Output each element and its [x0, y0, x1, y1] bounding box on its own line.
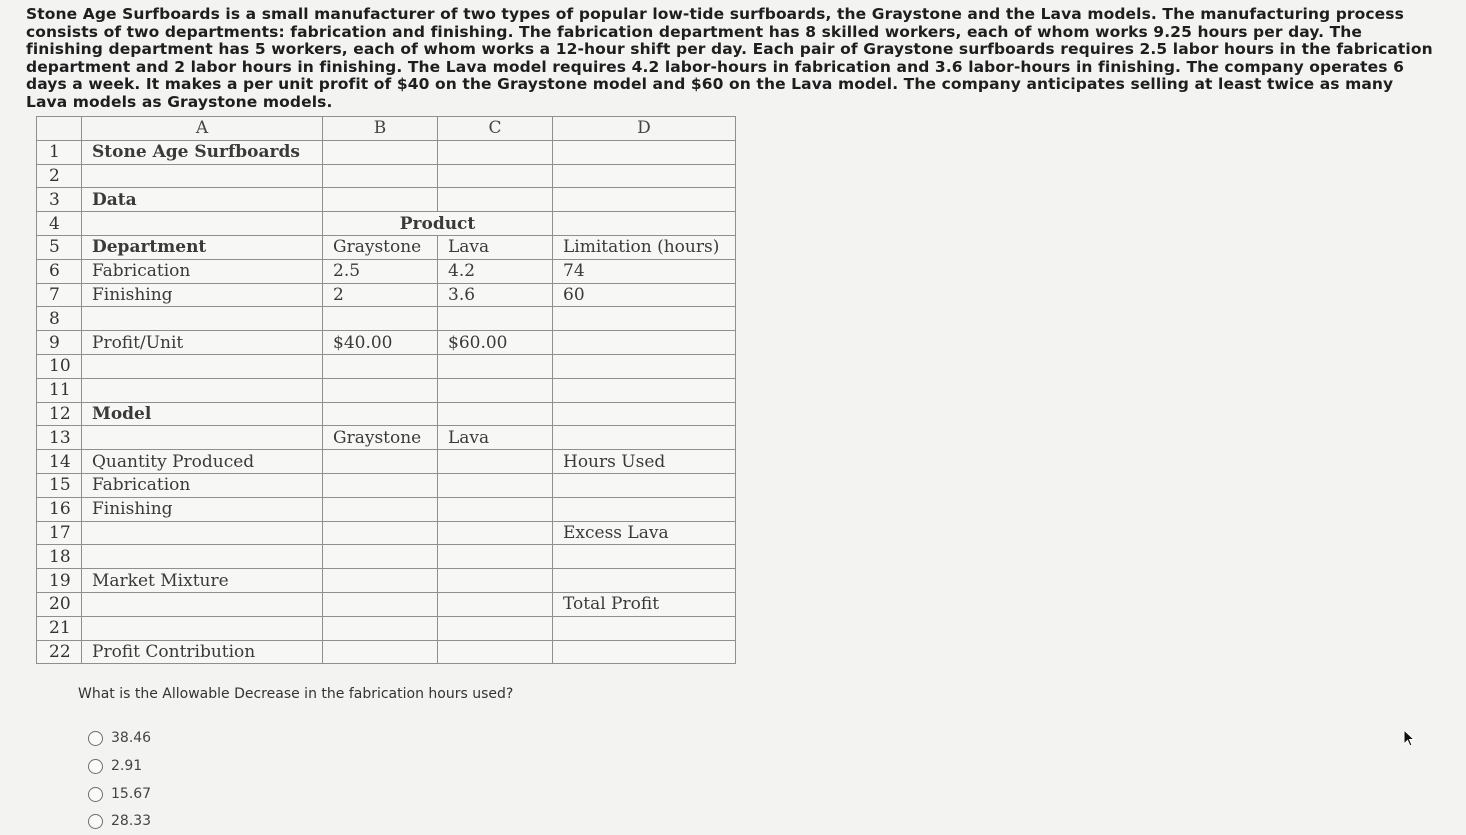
sheet-cell[interactable]: Graystone — [323, 426, 438, 450]
sheet-cell[interactable]: $40.00 — [323, 331, 438, 355]
sheet-cell[interactable] — [323, 473, 438, 497]
sheet-row — [37, 473, 736, 497]
sheet-row — [37, 354, 736, 378]
row-number: 11 — [37, 378, 82, 402]
sheet-row — [37, 164, 736, 188]
sheet-cell[interactable] — [438, 307, 553, 331]
sheet-cell[interactable] — [82, 164, 323, 188]
sheet-cell[interactable] — [553, 331, 736, 355]
sheet-row — [37, 140, 736, 164]
row-number: 20 — [37, 592, 82, 616]
sheet-cell[interactable] — [553, 545, 736, 569]
sheet-cell[interactable] — [438, 450, 553, 474]
sheet-cell[interactable] — [438, 188, 553, 212]
sheet-cell[interactable] — [438, 640, 553, 664]
answer-option-label: 28.33 — [111, 813, 152, 829]
problem-statement: Stone Age Surfboards is a small manufacturer of two types of popular low-tide surfboards, the Graystone and the Lava models. The manufacturing process consists of two departments: fabrication and finishing. The fabrication department has 8 skilled workers, each of whom works 9.25 hours per day. The finishing department has 5 workers, each of whom works a 12-hour shift per day. Each pair of Graystone surfboards requires 2.5 labor hours in the fabrication department and 2 labor hours in finishing. The Lava model requires 4.2 labor-hours in fabrication and 3.6 labor-hours in finishing. The company operates 6 days a week. It makes a per unit profit of $40 on the Graystone model and $60 on the Lava model. The company anticipates selling at least twice as many Lava models as Graystone models. — [26, 5, 1433, 111]
column-header-row — [37, 117, 736, 141]
sheet-cell[interactable] — [82, 521, 323, 545]
sheet-cell[interactable] — [323, 521, 438, 545]
sheet-cell[interactable] — [438, 545, 553, 569]
sheet-cell[interactable]: Limitation (hours) — [553, 235, 736, 259]
sheet-cell[interactable] — [553, 402, 736, 426]
sheet-cell[interactable]: $60.00 — [438, 331, 553, 355]
sheet-row — [37, 569, 736, 593]
sheet-cell[interactable]: Excess Lava — [553, 521, 736, 545]
sheet-cell[interactable]: Stone Age Surfboards — [82, 140, 323, 164]
sheet-cell[interactable] — [438, 164, 553, 188]
sheet-cell[interactable]: Market Mixture — [82, 569, 323, 593]
mouse-cursor-icon — [1403, 729, 1417, 749]
sheet-cell[interactable]: 60 — [553, 283, 736, 307]
sheet-cell[interactable]: Department — [82, 235, 323, 259]
sheet-cell[interactable] — [438, 592, 553, 616]
sheet-cell[interactable] — [82, 212, 323, 236]
sheet-cell[interactable] — [553, 164, 736, 188]
sheet-cell[interactable] — [553, 497, 736, 521]
answer-option-label: 38.46 — [111, 730, 152, 746]
sheet-cell[interactable]: Fabrication — [82, 473, 323, 497]
sheet-row — [37, 307, 736, 331]
sheet-cell[interactable] — [438, 497, 553, 521]
sheet-cell[interactable]: Finishing — [82, 283, 323, 307]
row-number: 8 — [37, 307, 82, 331]
question-text: What is the Allowable Decrease in the fabrication hours used? — [78, 686, 514, 702]
row-number: 6 — [37, 259, 82, 283]
sheet-cell[interactable] — [438, 140, 553, 164]
sheet-cell[interactable] — [438, 569, 553, 593]
column-header-a: A — [82, 117, 323, 141]
sheet-cell[interactable]: Lava — [438, 426, 553, 450]
sheet-cell[interactable]: Total Profit — [553, 592, 736, 616]
row-number: 9 — [37, 331, 82, 355]
sheet-cell[interactable]: Profit Contribution — [82, 640, 323, 664]
sheet-cell[interactable] — [82, 426, 323, 450]
sheet-cell[interactable]: Finishing — [82, 497, 323, 521]
sheet-cell[interactable]: Lava — [438, 235, 553, 259]
row-number: 1 — [37, 140, 82, 164]
radio-button[interactable] — [88, 787, 103, 802]
sheet-cell[interactable] — [553, 378, 736, 402]
sheet-cell[interactable] — [323, 140, 438, 164]
sheet-cell[interactable] — [82, 592, 323, 616]
row-number: 3 — [37, 188, 82, 212]
sheet-cell[interactable] — [82, 354, 323, 378]
sheet-row — [37, 283, 736, 307]
sheet-row — [37, 235, 736, 259]
sheet-cell[interactable] — [553, 354, 736, 378]
sheet-cell[interactable] — [323, 616, 438, 640]
sheet-cell[interactable]: Data — [82, 188, 323, 212]
sheet-cell[interactable]: Model — [82, 402, 323, 426]
sheet-cell[interactable] — [553, 212, 736, 236]
sheet-row — [37, 188, 736, 212]
sheet-cell[interactable] — [553, 307, 736, 331]
sheet-cell[interactable]: Quantity Produced — [82, 450, 323, 474]
row-number: 10 — [37, 354, 82, 378]
sheet-cell[interactable] — [323, 378, 438, 402]
sheet-row — [37, 378, 736, 402]
column-header-d: D — [553, 117, 736, 141]
sheet-row — [37, 259, 736, 283]
row-number: 17 — [37, 521, 82, 545]
sheet-cell[interactable] — [323, 592, 438, 616]
sheet-row — [37, 521, 736, 545]
row-number: 5 — [37, 235, 82, 259]
row-number: 21 — [37, 616, 82, 640]
radio-button[interactable] — [88, 814, 103, 829]
spreadsheet-table — [36, 116, 736, 664]
sheet-cell[interactable] — [82, 616, 323, 640]
sheet-cell[interactable] — [82, 307, 323, 331]
sheet-row — [37, 616, 736, 640]
sheet-row — [37, 592, 736, 616]
sheet-cell[interactable] — [553, 473, 736, 497]
sheet-cell[interactable] — [553, 569, 736, 593]
sheet-cell[interactable]: Hours Used — [553, 450, 736, 474]
sheet-cell[interactable] — [323, 450, 438, 474]
row-number: 13 — [37, 426, 82, 450]
sheet-cell[interactable] — [323, 354, 438, 378]
answer-option-label: 15.67 — [111, 786, 152, 802]
row-number: 12 — [37, 402, 82, 426]
sheet-row — [37, 640, 736, 664]
sheet-cell[interactable]: Product — [323, 212, 553, 236]
sheet-cell[interactable] — [438, 521, 553, 545]
sheet-row — [37, 212, 736, 236]
answer-option-4[interactable] — [88, 813, 151, 829]
sheet-cell[interactable] — [553, 640, 736, 664]
sheet-cell[interactable] — [553, 140, 736, 164]
answer-option-3[interactable] — [88, 786, 151, 802]
spreadsheet-body — [37, 140, 736, 664]
sheet-cell[interactable]: 2.5 — [323, 259, 438, 283]
column-header-c: C — [438, 117, 553, 141]
row-number: 22 — [37, 640, 82, 664]
sheet-row — [37, 426, 736, 450]
sheet-cell[interactable] — [323, 569, 438, 593]
radio-button[interactable] — [88, 731, 103, 746]
sheet-cell[interactable] — [323, 188, 438, 212]
sheet-cell[interactable] — [553, 426, 736, 450]
sheet-cell[interactable] — [323, 307, 438, 331]
sheet-cell[interactable] — [82, 545, 323, 569]
sheet-cell[interactable]: Fabrication — [82, 259, 323, 283]
sheet-cell[interactable] — [323, 164, 438, 188]
row-number: 15 — [37, 473, 82, 497]
sheet-row — [37, 402, 736, 426]
sheet-cell[interactable] — [438, 616, 553, 640]
sheet-cell[interactable] — [438, 378, 553, 402]
sheet-cell[interactable]: 74 — [553, 259, 736, 283]
row-number: 2 — [37, 164, 82, 188]
row-number: 19 — [37, 569, 82, 593]
sheet-cell[interactable] — [323, 497, 438, 521]
sheet-cell[interactable] — [438, 402, 553, 426]
sheet-cell[interactable]: 2 — [323, 283, 438, 307]
sheet-cell[interactable]: 4.2 — [438, 259, 553, 283]
sheet-cell[interactable] — [323, 545, 438, 569]
sheet-cell[interactable] — [323, 402, 438, 426]
corner-cell — [37, 117, 82, 141]
sheet-row — [37, 331, 736, 355]
sheet-cell[interactable] — [323, 640, 438, 664]
radio-button[interactable] — [88, 759, 103, 774]
sheet-row — [37, 545, 736, 569]
sheet-row — [37, 497, 736, 521]
sheet-cell[interactable] — [553, 616, 736, 640]
answer-option-1[interactable] — [88, 730, 151, 746]
answer-option-2[interactable] — [88, 758, 142, 774]
sheet-cell[interactable] — [438, 473, 553, 497]
sheet-cell[interactable] — [82, 378, 323, 402]
row-number: 16 — [37, 497, 82, 521]
sheet-cell[interactable]: Profit/Unit — [82, 331, 323, 355]
row-number: 14 — [37, 450, 82, 474]
sheet-cell[interactable] — [438, 354, 553, 378]
row-number: 7 — [37, 283, 82, 307]
column-header-b: B — [323, 117, 438, 141]
row-number: 18 — [37, 545, 82, 569]
sheet-cell[interactable]: 3.6 — [438, 283, 553, 307]
answer-option-label: 2.91 — [111, 758, 143, 774]
sheet-cell[interactable] — [553, 188, 736, 212]
sheet-row — [37, 450, 736, 474]
row-number: 4 — [37, 212, 82, 236]
sheet-cell[interactable]: Graystone — [323, 235, 438, 259]
